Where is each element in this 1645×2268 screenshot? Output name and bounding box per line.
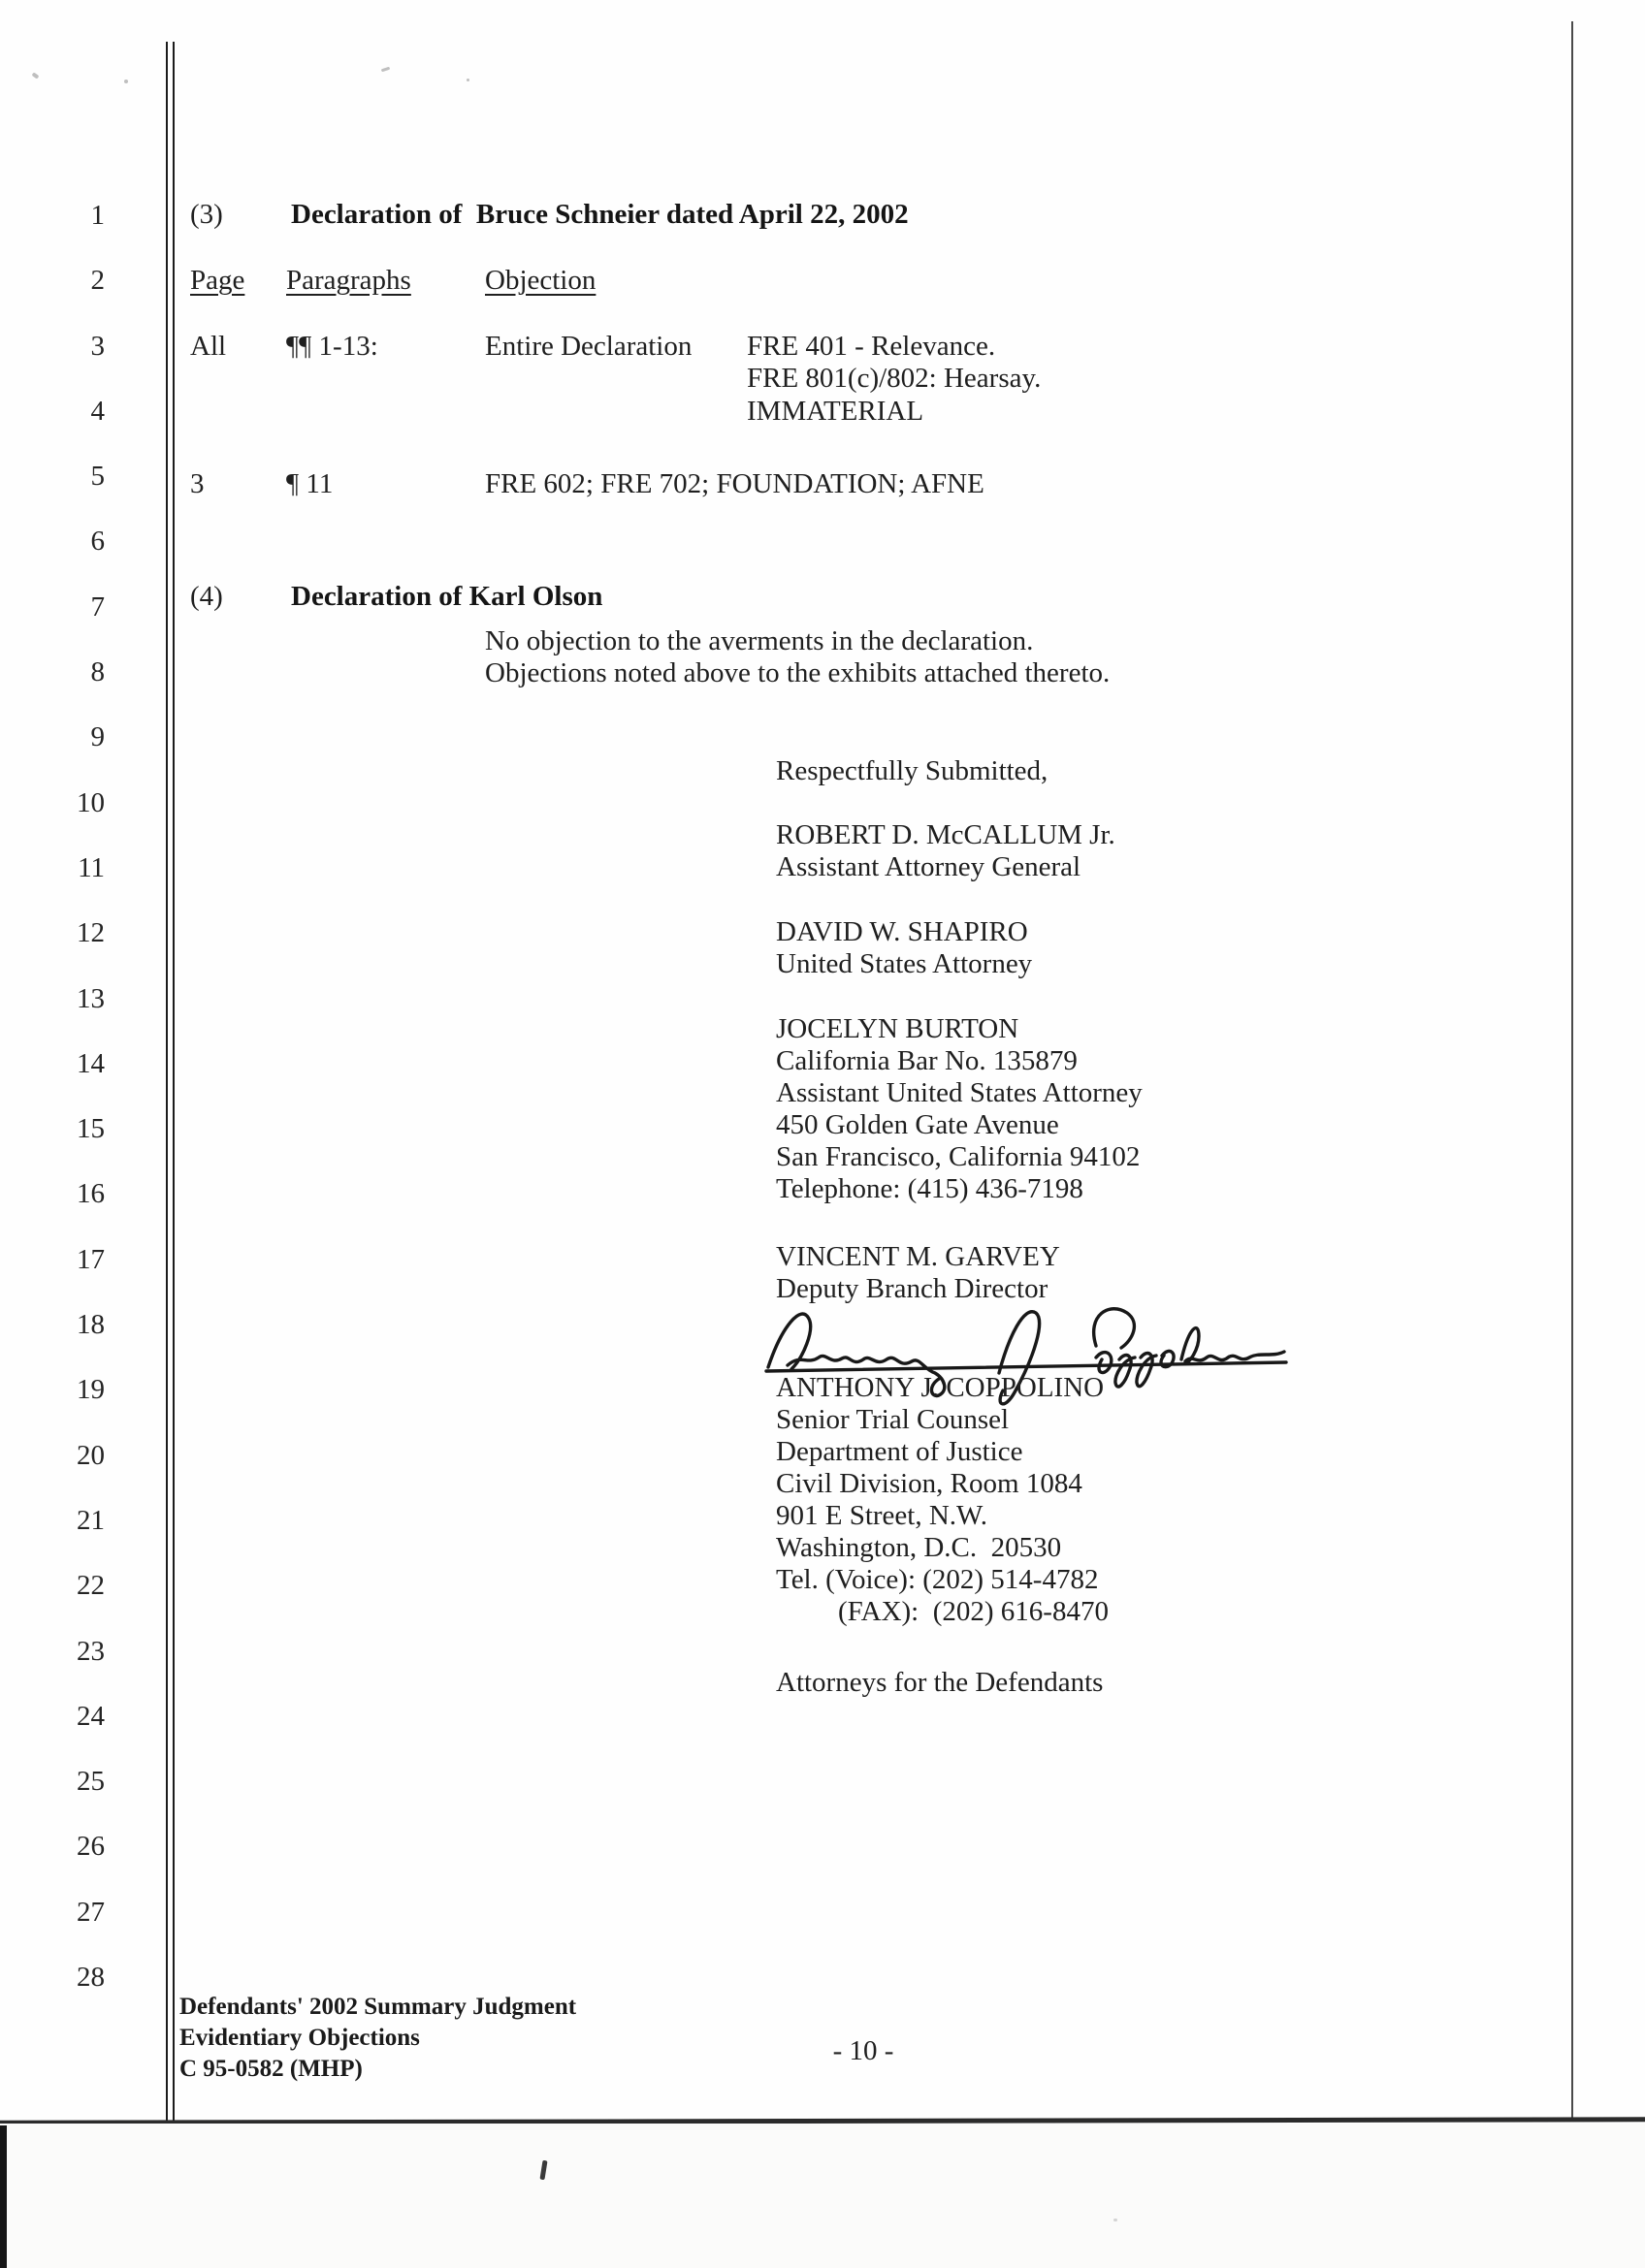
scan-speck — [31, 72, 39, 79]
footer-case-number: C 95-0582 (MHP) — [179, 2056, 363, 2082]
attorney3-line1: California Bar No. 135879 — [776, 1045, 1078, 1076]
line-number: 10 — [77, 786, 105, 818]
line-number: 26 — [77, 1831, 105, 1863]
section4-title: Declaration of Karl Olson — [291, 581, 603, 612]
section3-title: Declaration of Bruce Schneier dated April 22, 2002 — [291, 199, 909, 230]
line-number: 19 — [77, 1374, 105, 1406]
attorney5-line7-fax: (FAX): (202) 616-8470 — [838, 1596, 1109, 1627]
section3-marker: (3) — [190, 199, 223, 230]
attorney5-line4: 901 E Street, N.W. — [776, 1500, 988, 1531]
attorney5-line3: Civil Division, Room 1084 — [776, 1468, 1082, 1499]
line-number: 6 — [90, 526, 105, 558]
scan-speck — [381, 67, 390, 73]
footer-title-line2: Evidentiary Objections — [179, 2025, 420, 2051]
table-row2-objection: FRE 602; FRE 702; FOUNDATION; AFNE — [485, 468, 984, 499]
line-number: 20 — [77, 1439, 105, 1471]
scanner-background — [0, 2124, 1645, 2268]
attorney5-name: ANTHONY J. COPPOLINO — [776, 1372, 1105, 1403]
page-number: - 10 - — [832, 2035, 894, 2066]
table-row1-page: All — [190, 331, 227, 362]
section4-note-line1: No objection to the averments in the declaration. — [485, 625, 1034, 656]
margin-double-rule — [166, 42, 175, 2124]
line-number: 22 — [77, 1570, 105, 1602]
line-number: 23 — [77, 1635, 105, 1667]
table-header-page: Page — [190, 265, 245, 296]
line-number: 27 — [77, 1896, 105, 1928]
scan-speck — [467, 79, 469, 81]
line-number: 18 — [77, 1309, 105, 1341]
table-header-objection: Objection — [485, 265, 597, 296]
attorney3-line2: Assistant United States Attorney — [776, 1077, 1143, 1108]
attorney5-line2: Department of Justice — [776, 1436, 1023, 1467]
line-number: 8 — [90, 656, 105, 688]
line-number: 7 — [90, 591, 105, 623]
line-number: 11 — [78, 851, 105, 883]
line-number: 1 — [90, 200, 105, 231]
table-row1-paragraphs: ¶¶ 1-13: — [286, 331, 378, 362]
line-number: 9 — [90, 721, 105, 753]
line-number: 16 — [77, 1178, 105, 1210]
line-number: 5 — [90, 461, 105, 493]
attorney1-name: ROBERT D. McCALLUM Jr. — [776, 819, 1115, 850]
table-row1-objection-1: FRE 401 - Relevance. — [747, 331, 996, 362]
scan-edge-shadow — [0, 2125, 7, 2268]
line-number: 3 — [90, 330, 105, 362]
attorney1-title: Assistant Attorney General — [776, 851, 1081, 882]
table-header-paragraphs: Paragraphs — [286, 265, 411, 296]
line-number: 12 — [77, 917, 105, 949]
attorney4-title: Deputy Branch Director — [776, 1273, 1048, 1304]
table-row2-page: 3 — [190, 468, 205, 499]
line-number-gutter — [37, 201, 105, 2028]
line-number: 14 — [77, 1047, 105, 1079]
scan-speck — [124, 80, 128, 83]
closing-attorneys-for-defendants: Attorneys for the Defendants — [776, 1667, 1104, 1698]
table-row1-scope: Entire Declaration — [485, 331, 693, 362]
table-row2-paragraphs: ¶ 11 — [286, 468, 334, 499]
attorney3-line5: Telephone: (415) 436-7198 — [776, 1173, 1083, 1204]
attorney5-line5: Washington, D.C. 20530 — [776, 1532, 1062, 1563]
line-number: 4 — [90, 395, 105, 427]
footer-title-line1: Defendants' 2002 Summary Judgment — [179, 1994, 577, 2020]
line-number: 13 — [77, 982, 105, 1014]
attorney3-line4: San Francisco, California 94102 — [776, 1141, 1141, 1172]
line-number: 2 — [90, 265, 105, 297]
section4-note-line2: Objections noted above to the exhibits attached thereto. — [485, 657, 1111, 688]
section4-marker: (4) — [190, 581, 223, 612]
line-number: 24 — [77, 1700, 105, 1732]
line-number: 15 — [77, 1113, 105, 1145]
attorney2-title: United States Attorney — [776, 948, 1033, 979]
line-number: 25 — [77, 1766, 105, 1798]
line-number: 28 — [77, 1962, 105, 1994]
attorney3-line3: 450 Golden Gate Avenue — [776, 1109, 1059, 1140]
attorney4-name: VINCENT M. GARVEY — [776, 1241, 1060, 1272]
attorney5-line1: Senior Trial Counsel — [776, 1404, 1010, 1435]
attorney5-line6: Tel. (Voice): (202) 514-4782 — [776, 1564, 1099, 1595]
line-number: 21 — [77, 1504, 105, 1536]
page-right-edge-line — [1571, 21, 1573, 2122]
table-row1-objection-3: IMMATERIAL — [747, 396, 924, 427]
scan-speck — [1113, 2219, 1117, 2221]
attorney2-name: DAVID W. SHAPIRO — [776, 916, 1028, 947]
line-number: 17 — [77, 1243, 105, 1275]
table-row1-objection-2: FRE 801(c)/802: Hearsay. — [747, 363, 1042, 394]
attorney3-name: JOCELYN BURTON — [776, 1013, 1019, 1044]
salutation: Respectfully Submitted, — [776, 755, 1048, 786]
